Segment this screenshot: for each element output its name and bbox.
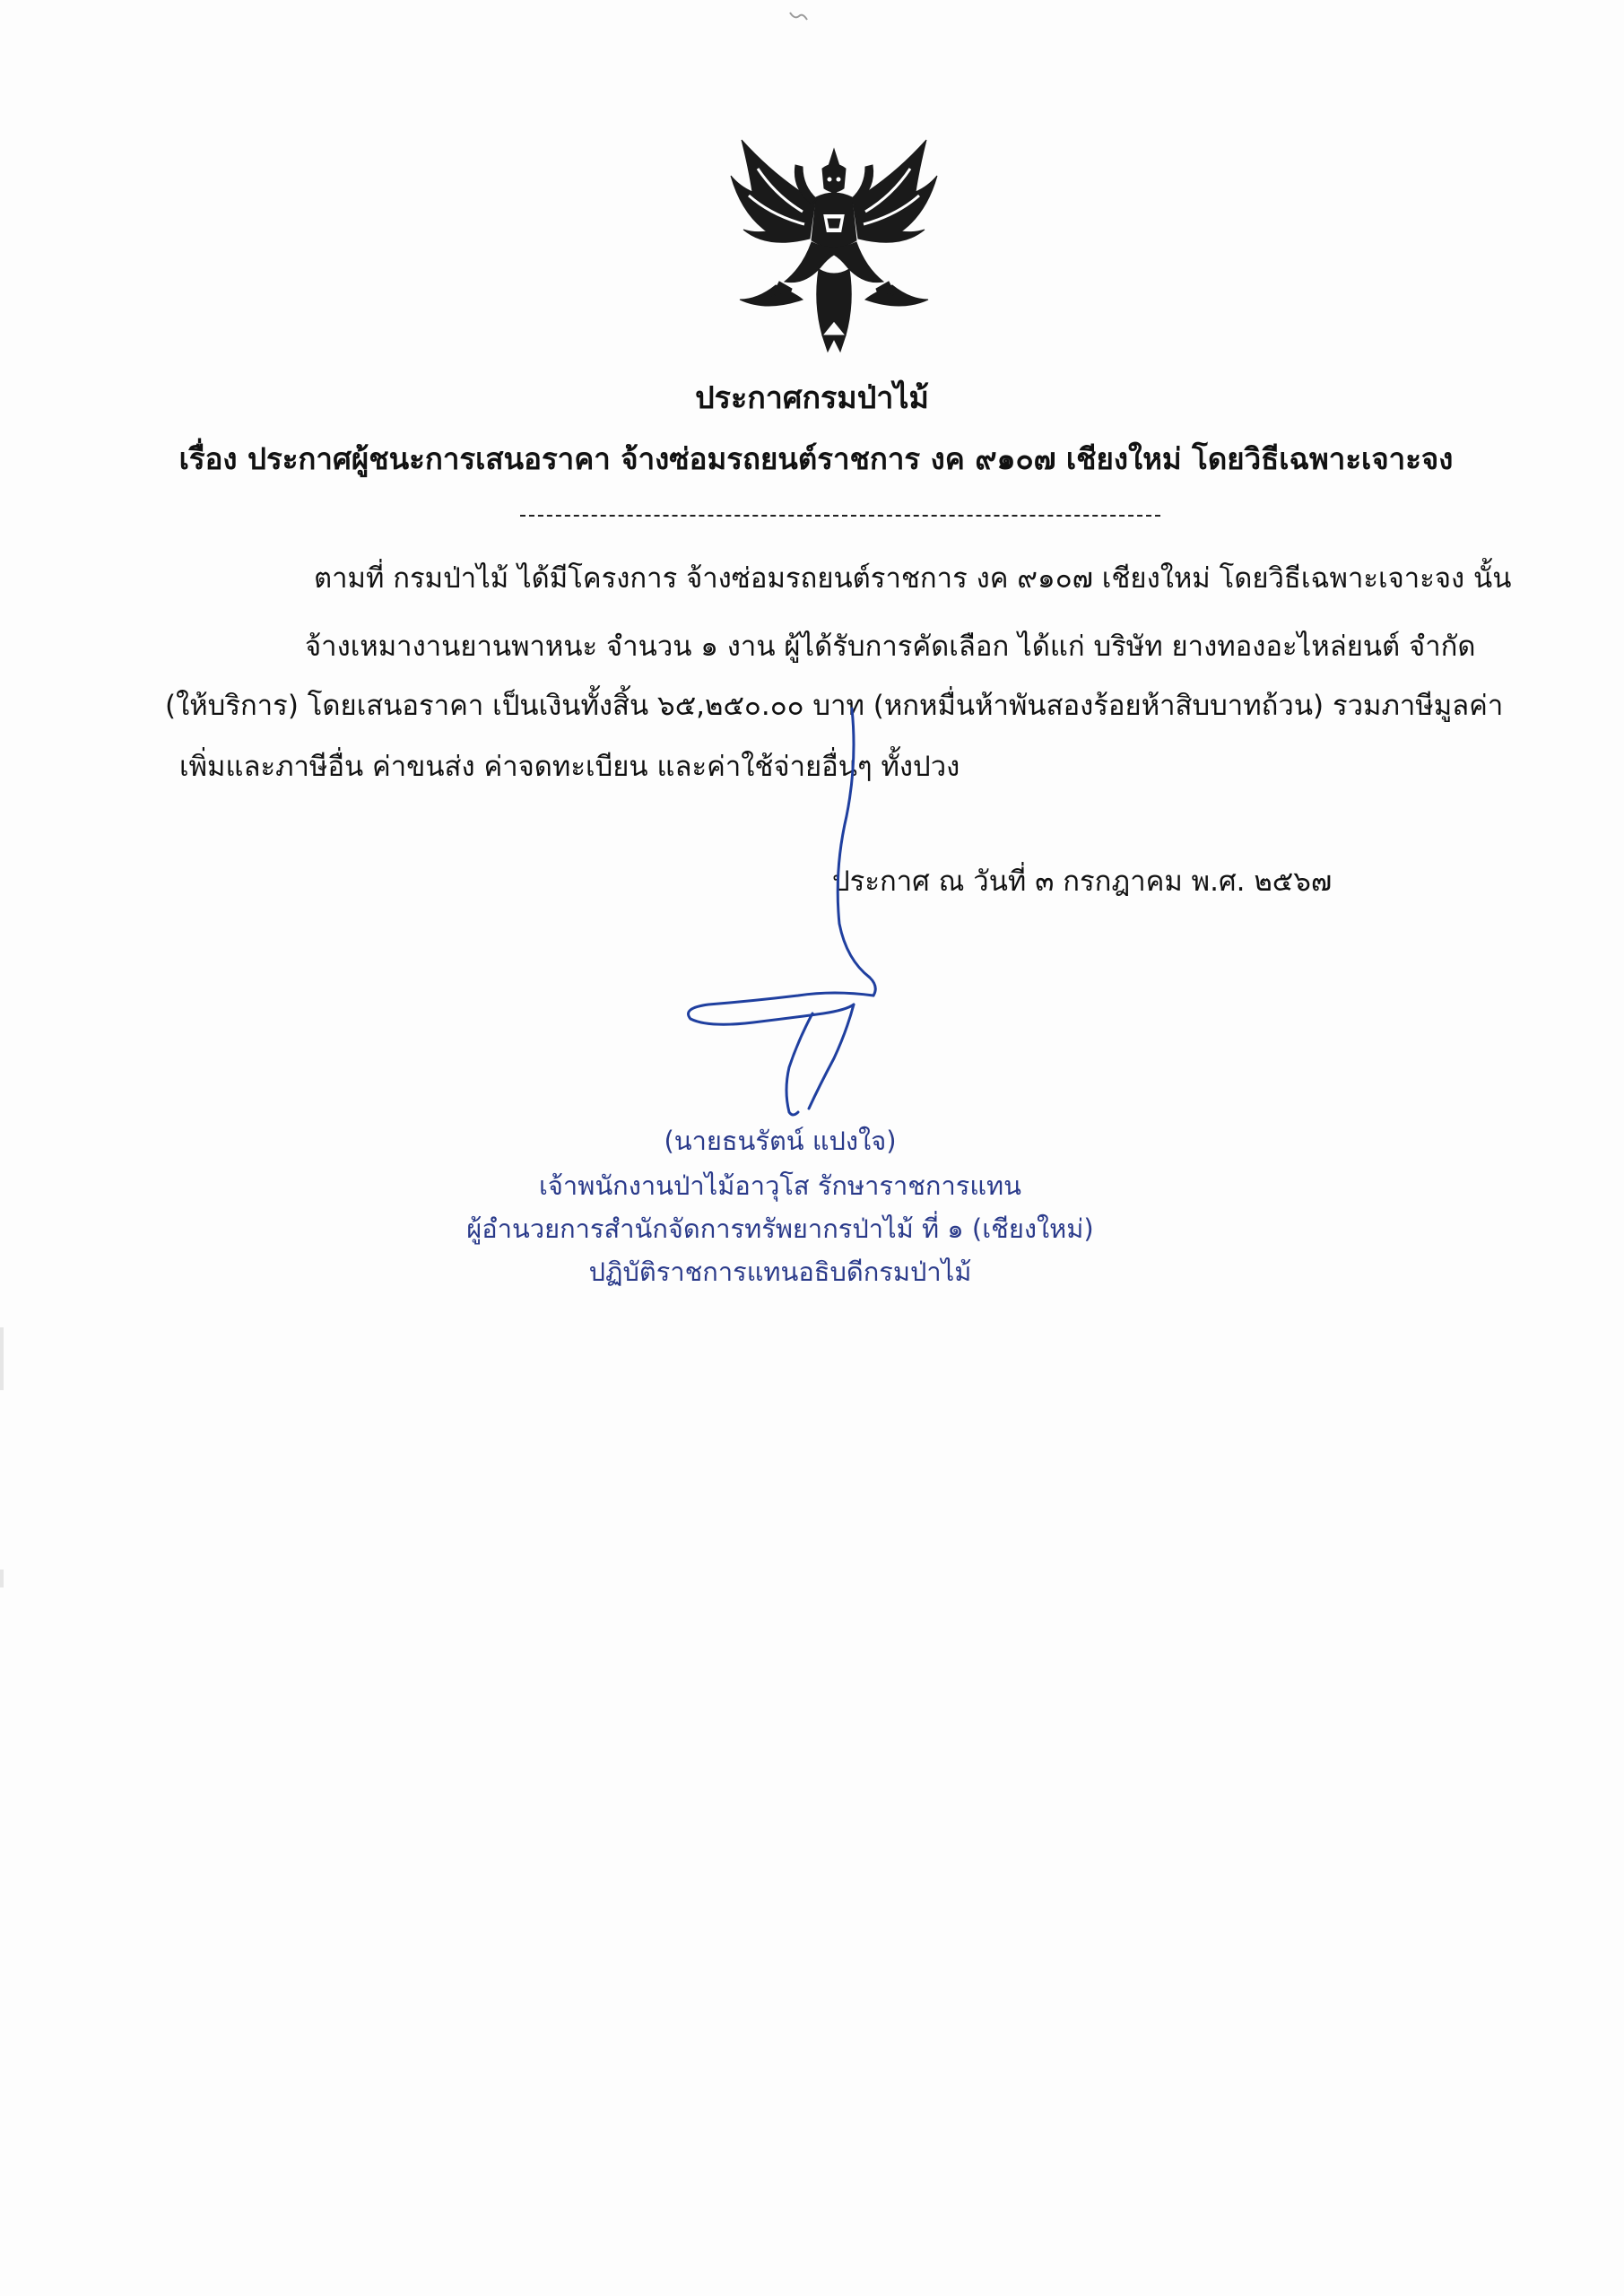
signer-name: (นายธนรัตน์ แปงใจ) [664,1126,897,1156]
agency-title: ประกาศกรมป่าไม้ [695,380,929,416]
garuda-emblem-icon [722,133,946,355]
body-paragraph-line: (ให้บริการ) โดยเสนอราคา เป็นเงินทั้งสิ้น ๖๕,๒๕๐.๐๐ บาท (หกหมื่นห้าพันสองร้อยห้าสิบบาทถ้วน) รวมภาษีมูลค่า [165,690,1504,722]
body-paragraph-line: จ้างเหมางานยานพาหนะ จำนวน ๑ งาน ผู้ได้รับการคัดเลือก ได้แก่ บริษัท ยางทองอะไหล่ยนต์ จำกัด [305,631,1476,663]
scan-edge-mark [0,1570,4,1587]
divider-line [520,515,1160,517]
body-paragraph-line: ตามที่ กรมป่าไม้ ได้มีโครงการ จ้างซ่อมรถยนต์ราชการ งค ๙๑๐๗ เชียงใหม่ โดยวิธีเฉพาะเจาะจง นั้น [314,562,1512,595]
signer-position: เจ้าพนักงานป่าไม้อาวุโส รักษาราชการแทน [539,1170,1021,1201]
subject-line: เรื่อง ประกาศผู้ชนะการเสนอราคา จ้างซ่อมรถยนต์ราชการ งค ๙๑๐๗ เชียงใหม่ โดยวิธีเฉพาะเจาะจง [178,441,1454,476]
announcement-date: ประกาศ ณ วันที่ ๓ กรกฎาคม พ.ศ. ๒๕๖๗ [832,865,1333,898]
signer-position: ผู้อำนวยการสำนักจัดการทรัพยากรป่าไม้ ที่ ๑ (เชียงใหม่) [466,1213,1094,1244]
scan-edge-mark [0,1327,4,1390]
signer-position: ปฏิบัติราชการแทนอธิบดีกรมป่าไม้ [588,1257,972,1287]
handwritten-signature-icon [655,691,888,1139]
body-paragraph-line: เพิ่มและภาษีอื่น ค่าขนส่ง ค่าจดทะเบียน และค่าใช้จ่ายอื่นๆ ทั้งปวง [179,751,960,783]
scan-mark-icon [787,9,811,25]
